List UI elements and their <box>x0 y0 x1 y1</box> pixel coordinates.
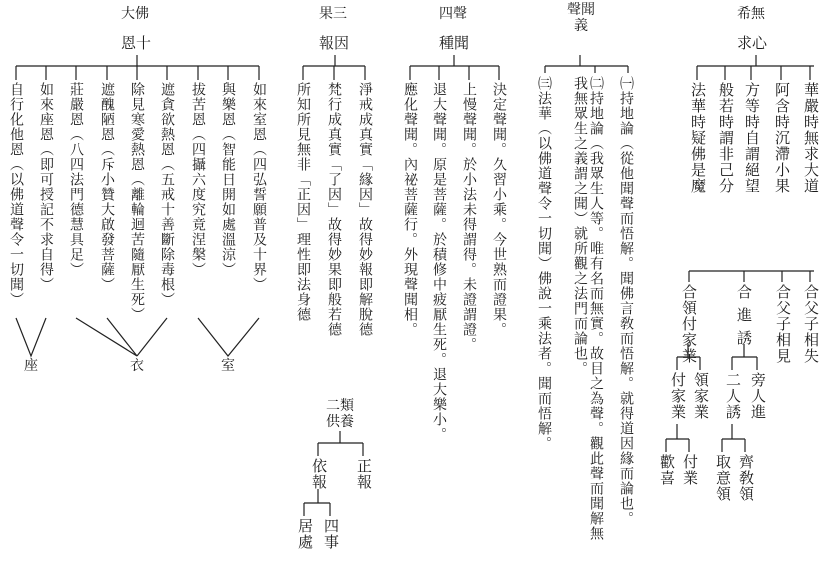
tree-node: 領家業 <box>692 372 710 420</box>
tree-node: 付家業 <box>669 372 687 420</box>
san-guo-subtitle: 報因 <box>319 34 350 52</box>
xi-wu-item: 阿含時沉滯小果 <box>773 82 791 194</box>
tree-node: 付業 <box>681 454 699 486</box>
er-lei-subtitle: 供養 <box>326 414 354 430</box>
xi-wu-title: 希無 <box>737 6 765 22</box>
san-guo-item: 梵行成真實「了因」故得妙果即般若德 <box>326 82 342 337</box>
label-zuo: 座 <box>24 358 38 374</box>
tree-node: 合領付家業 <box>680 284 698 364</box>
san-guo-item: 淨戒成真實「緣因」故得妙報即解脫德 <box>357 82 373 337</box>
yi-bao-child: 四事 <box>322 518 340 550</box>
da-fo-item: 遮貪欲熱恩（五戒十善斷除毒根） <box>159 82 175 307</box>
si-sheng-item: 上慢聲聞。於小法未得謂得。未證謂證。 <box>461 82 477 352</box>
san-guo-item: 所知所見無非「正因」理性即法身德 <box>295 82 311 322</box>
er-lei-title: 二類 <box>326 398 354 414</box>
tree-node: 歡喜 <box>658 454 676 486</box>
yi-bao-child: 居處 <box>296 518 314 550</box>
da-fo-item: 遮醜陋恩（斥小贊大啟發菩薩） <box>99 82 115 292</box>
si-sheng-item: 應化聲聞。內祕菩薩行。外現聲聞相。 <box>402 82 418 337</box>
da-fo-item: 除見寒愛熱恩（離輪迴苦隨厭生死） <box>129 82 145 322</box>
sheng-wen-item: ㈢法華（以佛道聲令一切聞）佛說一乘法者。聞而悟解。 <box>536 76 552 451</box>
san-guo-title: 果三 <box>319 6 347 22</box>
xi-wu-item: 法華時疑佛是魔 <box>689 82 707 194</box>
tree-node: 合父子相見 <box>774 284 792 364</box>
tree-node: 合父子相失 <box>802 284 820 364</box>
da-fo-item: 如來座恩（即可授記不求自得） <box>38 82 54 292</box>
tree-node: 旁人進 <box>749 372 767 420</box>
xi-wu-subtitle: 求心 <box>737 34 768 52</box>
sheng-wen-item: ㈡持地論（我眾生人等。唯有名而無實。故目之為聲。觀此聲而聞解無我無眾生之義謂之聞）就所觀之法門而論也。 <box>572 76 604 541</box>
sheng-wen-title: 聲聞義 <box>567 2 595 34</box>
si-sheng-subtitle: 種聞 <box>439 34 470 52</box>
xi-wu-item: 華嚴時無求大道 <box>802 82 820 194</box>
zheng-bao: 正報 <box>355 458 373 490</box>
label-yi: 衣 <box>130 358 144 374</box>
da-fo-item: 拔苦恩（四攝六度究竟涅槃） <box>190 82 206 277</box>
xi-wu-item: 般若時謂非己分 <box>717 82 735 194</box>
xi-wu-item: 方等時自謂絕望 <box>743 82 761 194</box>
si-sheng-item: 決定聲聞。久習小乘。今世熟而證果。 <box>491 82 507 337</box>
da-fo-title: 大佛 <box>121 6 149 22</box>
tree-node: 二人誘 <box>724 372 742 420</box>
da-fo-item: 自行化他恩（以佛道聲令一切聞） <box>8 82 24 307</box>
yi-bao: 依報 <box>310 458 328 490</box>
da-fo-item: 與樂恩（智能日開如處溫涼） <box>220 82 236 277</box>
tree-node: 合進誘 <box>735 284 753 353</box>
si-sheng-item: 退大聲聞。原是菩薩。於積修中疲厭生死。退大樂小。 <box>431 82 447 442</box>
da-fo-item: 莊嚴恩（八四法門德慧具足） <box>68 82 84 277</box>
sheng-wen-item: ㈠持地論（從他聞聲而悟解。聞佛言敎而悟解。就得道因緣而論也。 <box>618 76 634 526</box>
tree-node: 齊敎領 <box>737 454 755 502</box>
si-sheng-title: 四聲 <box>439 6 467 22</box>
tree-node: 取意領 <box>714 454 732 502</box>
label-shi: 室 <box>221 358 235 374</box>
da-fo-item: 如來室恩（四弘誓願普及十界） <box>251 82 267 292</box>
da-fo-subtitle: 恩十 <box>121 34 152 52</box>
